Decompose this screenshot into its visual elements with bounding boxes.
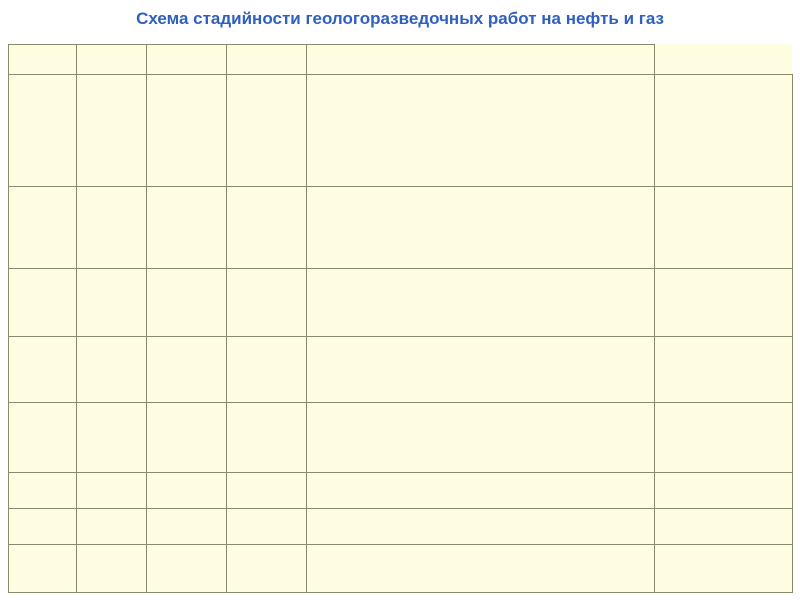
table-row xyxy=(9,269,793,337)
table-cell xyxy=(77,509,147,545)
header-cell xyxy=(307,45,655,75)
table-cell xyxy=(77,337,147,403)
table-cell xyxy=(307,75,655,187)
table-row xyxy=(9,187,793,269)
table-cell xyxy=(227,187,307,269)
table-cell xyxy=(77,75,147,187)
table-cell xyxy=(307,403,655,473)
stages-table xyxy=(8,44,793,593)
table-row xyxy=(9,403,793,473)
table-cell xyxy=(655,509,793,545)
table-cell xyxy=(147,337,227,403)
table-cell xyxy=(227,509,307,545)
table-cell xyxy=(655,545,793,593)
table-cell xyxy=(9,473,77,509)
table-cell xyxy=(147,545,227,593)
table-cell xyxy=(655,187,793,269)
table-cell xyxy=(307,509,655,545)
table-cell xyxy=(147,75,227,187)
table-row xyxy=(9,337,793,403)
table-cell xyxy=(147,509,227,545)
table-cell xyxy=(655,337,793,403)
table-cell xyxy=(307,269,655,337)
page-title: Схема стадийности геологоразведочных работ на нефть и газ xyxy=(136,9,664,28)
table-cell xyxy=(147,473,227,509)
table-cell xyxy=(77,187,147,269)
table-cell xyxy=(227,545,307,593)
table-cell xyxy=(77,403,147,473)
table-row xyxy=(9,473,793,509)
table-cell xyxy=(147,187,227,269)
table-cell xyxy=(9,509,77,545)
table-cell xyxy=(227,337,307,403)
table-cell xyxy=(227,75,307,187)
table-cell xyxy=(655,269,793,337)
table-cell xyxy=(307,337,655,403)
table-cell xyxy=(9,269,77,337)
header-cell xyxy=(147,45,227,75)
table-cell xyxy=(227,473,307,509)
table-cell xyxy=(77,545,147,593)
header-cell xyxy=(9,45,77,75)
table-cell xyxy=(227,403,307,473)
header-cell xyxy=(227,45,307,75)
stages-table-container xyxy=(8,44,792,592)
table-cell xyxy=(147,269,227,337)
table-cell xyxy=(77,473,147,509)
table-cell xyxy=(307,187,655,269)
header-cell xyxy=(77,45,147,75)
table-cell xyxy=(9,403,77,473)
table-row xyxy=(9,75,793,187)
table-header-row xyxy=(9,45,793,75)
table-row xyxy=(9,545,793,593)
table-cell xyxy=(655,75,793,187)
table-cell xyxy=(655,473,793,509)
table-cell xyxy=(655,403,793,473)
table-cell xyxy=(77,269,147,337)
table-cell xyxy=(307,473,655,509)
table-cell xyxy=(147,403,227,473)
table-cell xyxy=(9,337,77,403)
table-cell xyxy=(227,269,307,337)
table-cell xyxy=(9,545,77,593)
table-cell xyxy=(9,187,77,269)
table-cell xyxy=(307,545,655,593)
table-cell xyxy=(9,75,77,187)
table-row xyxy=(9,509,793,545)
